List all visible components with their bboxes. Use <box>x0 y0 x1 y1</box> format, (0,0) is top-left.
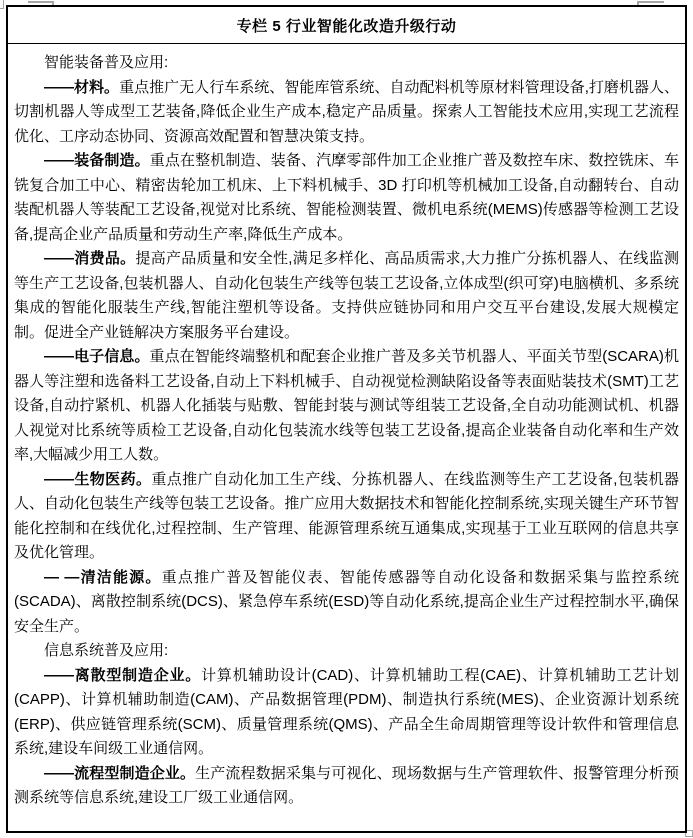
paragraph-lead: ——流程型制造企业。 <box>44 764 196 782</box>
paragraph-text: 智能装备普及应用: <box>44 54 169 71</box>
table-border-artifact-top-left <box>0 0 4 9</box>
paragraph-text: 重点推广普及智能仪表、智能传感器等自动化设备和数据采集与监控系统(SCADA)、离散控制系统(DCS)、紧急停车系统(ESD)等自动化系统,提高企业生产过程控制水平,确保安全生产。 <box>14 568 679 635</box>
paragraph-text: 信息系统普及应用: <box>44 642 169 659</box>
box-title: 专栏 5 行业智能化改造升级行动 <box>8 7 685 44</box>
paragraph <box>14 149 679 247</box>
paragraph-lead: ——装备制造。 <box>44 152 150 169</box>
paragraph-lead: ——离散型制造企业。 <box>44 666 202 684</box>
paragraph <box>14 566 679 640</box>
paragraph-lead: — —清洁能源。 <box>44 568 162 586</box>
paragraph-text: 重点在整机制造、装备、汽摩零部件加工企业推广普及数控车床、数控铣床、车铣复合加工中心、精密齿轮加工机床、上下料机械手、3D 打印机等机械加工设备,自动翻转台、自动装配机器人等装配工艺设备,视觉对比系统、智能检测装置、微机电系统(MEMS)传感器等检测工艺设备,提高企业产品质量和劳动生产率,降低生产成本。 <box>14 152 679 243</box>
paragraph <box>14 345 679 468</box>
paragraph-text: 提高产品质量和安全性,满足多样化、高品质需求,大力推广分拣机器人、在线监测等生产工艺设备,包装机器人、自动化包装生产线等包装工艺设备,立体成型(织可穿)电脑横机、多系统集成的智能化服装生产线,智能注塑机等设备。支持供应链协同和用户交互平台建设,发展大规模定制。促进全产业链解决方案服务平台建设。 <box>14 250 679 341</box>
paragraph <box>14 762 679 811</box>
paragraph-text: 重点推广无人行车系统、智能库管系统、自动配料机等原材料管理设备,打磨机器人、切割机器人等成型工艺装备,降低企业生产成本,稳定产品质量。探索人工智能技术应用,实现工艺流程优化、工序动态协同、资源高效配置和智慧决策支持。 <box>14 78 679 145</box>
paragraph-lead: ——生物医药。 <box>44 470 152 488</box>
paragraph <box>14 51 679 76</box>
column-box <box>6 5 687 833</box>
paragraph <box>14 247 679 345</box>
paragraph <box>14 76 679 150</box>
paragraph-lead: ——消费品。 <box>44 250 136 267</box>
paragraph-text: 计算机辅助设计(CAD)、计算机辅助工程(CAE)、计算机辅助工艺计划(CAPP)、计算机辅助制造(CAM)、产品数据管理(PDM)、制造执行系统(MES)、企业资源计划系统(ERP)、供应链管理系统(SCM)、质量管理系统(QMS)、产品全生命周期管理等设计软件和管理信息系统,建设车间级工业通信网。 <box>14 666 679 757</box>
paragraph-lead: ——电子信息。 <box>44 348 150 365</box>
paragraph <box>14 468 679 566</box>
box-body <box>8 44 685 831</box>
paragraph-text: 生产流程数据采集与可视化、现场数据与生产管理软件、报警管理分析预测系统等信息系统,建设工厂级工业通信网。 <box>14 764 679 806</box>
paragraph-text: 重点推广自动化加工生产线、分拣机器人、在线监测等生产工艺设备,包装机器人、自动化包装生产线等包装工艺设备。推广应用大数据技术和智能化控制系统,实现关键生产环节智能化控制和在线优化,过程控制、生产管理、能源管理系统互通集成,实现基于工业互联网的信息共享及优化管理。 <box>14 470 679 561</box>
paragraph <box>14 639 679 664</box>
paragraph-lead: ——材料。 <box>44 78 120 96</box>
paragraph <box>14 664 679 762</box>
paragraph-text: 重点在智能终端整机和配套企业推广普及多关节机器人、平面关节型(SCARA)机器人等注塑和选备料工艺设备,自动上下料机械手、自动视觉检测缺陷设备等表面贴装技术(SMT)工艺设备,自动拧紧机、机器人化插装与贴敷、智能封装与测试等组装工艺设备,全自动功能测试机、机器人视觉对比系统等质检工艺设备,自动化包装流水线等包装工艺设备,提高企业装备自动化率和生产效率,大幅减少用工人数。 <box>14 348 679 463</box>
